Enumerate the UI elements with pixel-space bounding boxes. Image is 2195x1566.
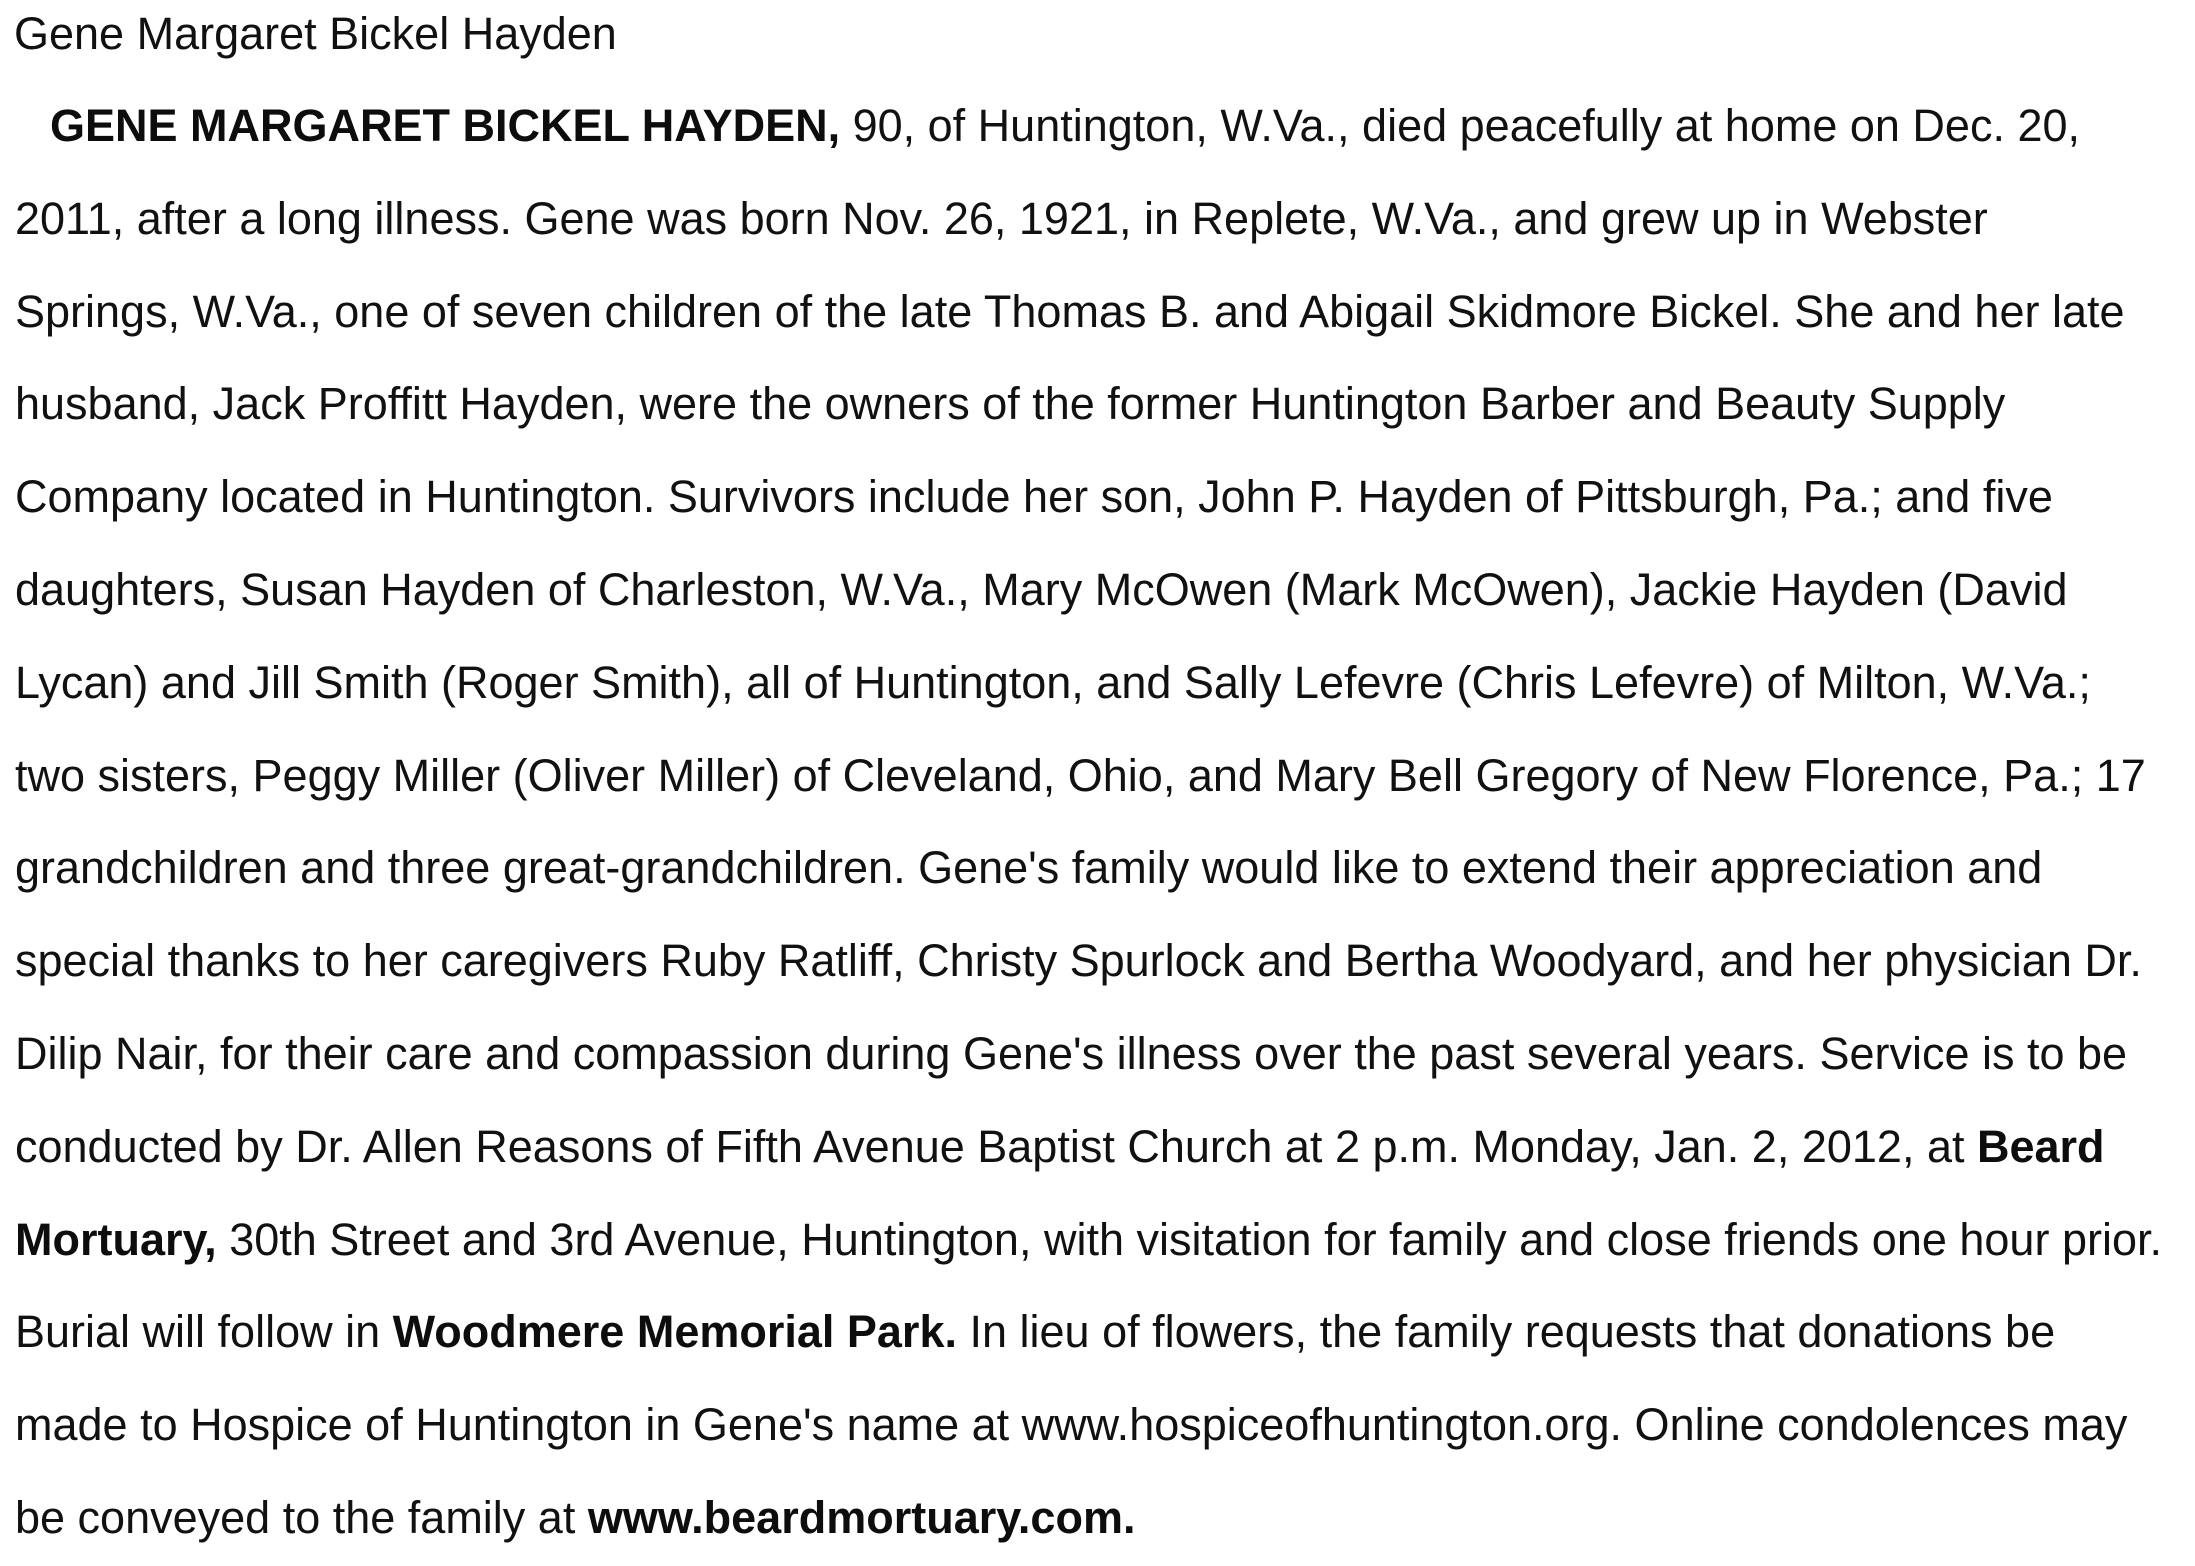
obituary-line-3 <box>15 266 2162 359</box>
obituary-line-9 <box>15 822 2162 915</box>
obituary-body <box>15 80 2162 1565</box>
obituary-line-11 <box>15 1008 2162 1101</box>
obituary-line-16 <box>15 1472 2162 1565</box>
obituary-line-7 <box>15 637 2162 730</box>
funeral-home-name-part2: Mortuary, <box>15 1213 217 1265</box>
obituary-line-15 <box>15 1379 2162 1472</box>
funeral-home-name-part1: Beard <box>1976 1120 2105 1172</box>
line-text: special thanks to her caregivers Ruby Ratliff, Christy Spurlock and Bertha Woodyard, and her physician Dr. <box>15 935 2142 987</box>
obituary-line-10 <box>15 915 2162 1008</box>
line-text: two sisters, Peggy Miller (Oliver Miller) of Cleveland, Ohio, and Mary Bell Gregory of New Florence, Pa.; 17 <box>15 749 2146 801</box>
obituary-line-14 <box>15 1286 2162 1379</box>
document-title: Gene Margaret Bickel Hayden <box>14 8 617 59</box>
line-text: 2011, after a long illness. Gene was born Nov. 26, 1921, in Replete, W.Va., and grew up in Webster <box>15 192 1988 244</box>
line-text: be conveyed to the family at <box>15 1491 588 1543</box>
line-text: In lieu of flowers, the family requests that donations be <box>956 1306 2056 1358</box>
obituary-line-5 <box>15 451 2162 544</box>
line-text: Company located in Huntington. Survivors include her son, John P. Hayden of Pittsburgh, Pa.; and five <box>15 471 2053 523</box>
line-text: grandchildren and three great-grandchildren. Gene's family would like to extend their appreciation and <box>15 842 2043 894</box>
line-text: daughters, Susan Hayden of Charleston, W.Va., Mary McOwen (Mark McOwen), Jackie Hayden (David <box>15 563 2068 615</box>
line-text: Lycan) and Jill Smith (Roger Smith), all of Huntington, and Sally Lefevre (Chris Lefevre) of Milton, W.Va.; <box>15 656 2091 708</box>
obituary-line-8 <box>15 730 2162 823</box>
line-text: 30th Street and 3rd Avenue, Huntington, with visitation for family and close friends one hour prior. <box>216 1213 2162 1265</box>
cemetery-name: Woodmere Memorial Park. <box>392 1306 957 1358</box>
obituary-line-6 <box>15 544 2162 637</box>
line-text: 90, of Huntington, W.Va., died peacefully at home on Dec. 20, <box>840 100 2081 151</box>
obituary-line-13 <box>15 1194 2162 1287</box>
line-text: Springs, W.Va., one of seven children of the late Thomas B. and Abigail Skidmore Bickel. She and her late <box>15 285 2125 337</box>
line-text: made to Hospice of Huntington in Gene's name at www.hospiceofhuntington.org. Online condolences may <box>15 1399 2128 1451</box>
line-text: husband, Jack Proffitt Hayden, were the owners of the former Huntington Barber and Beauty Supply <box>15 378 2006 430</box>
line-text: Dilip Nair, for their care and compassion during Gene's illness over the past several years. Service is to be <box>15 1027 2128 1079</box>
line-text: conducted by Dr. Allen Reasons of Fifth Avenue Baptist Church at 2 p.m. Monday, Jan. 2, 2012, at <box>15 1120 1977 1172</box>
obituary-line-2 <box>15 173 2162 266</box>
funeral-home-website: www.beardmortuary.com. <box>587 1491 1136 1543</box>
line-text: Burial will follow in <box>15 1306 393 1358</box>
deceased-name: GENE MARGARET BICKEL HAYDEN, <box>50 100 841 151</box>
obituary-line-1 <box>15 80 2162 173</box>
obituary-line-4 <box>15 358 2162 451</box>
obituary-line-12 <box>15 1101 2162 1194</box>
